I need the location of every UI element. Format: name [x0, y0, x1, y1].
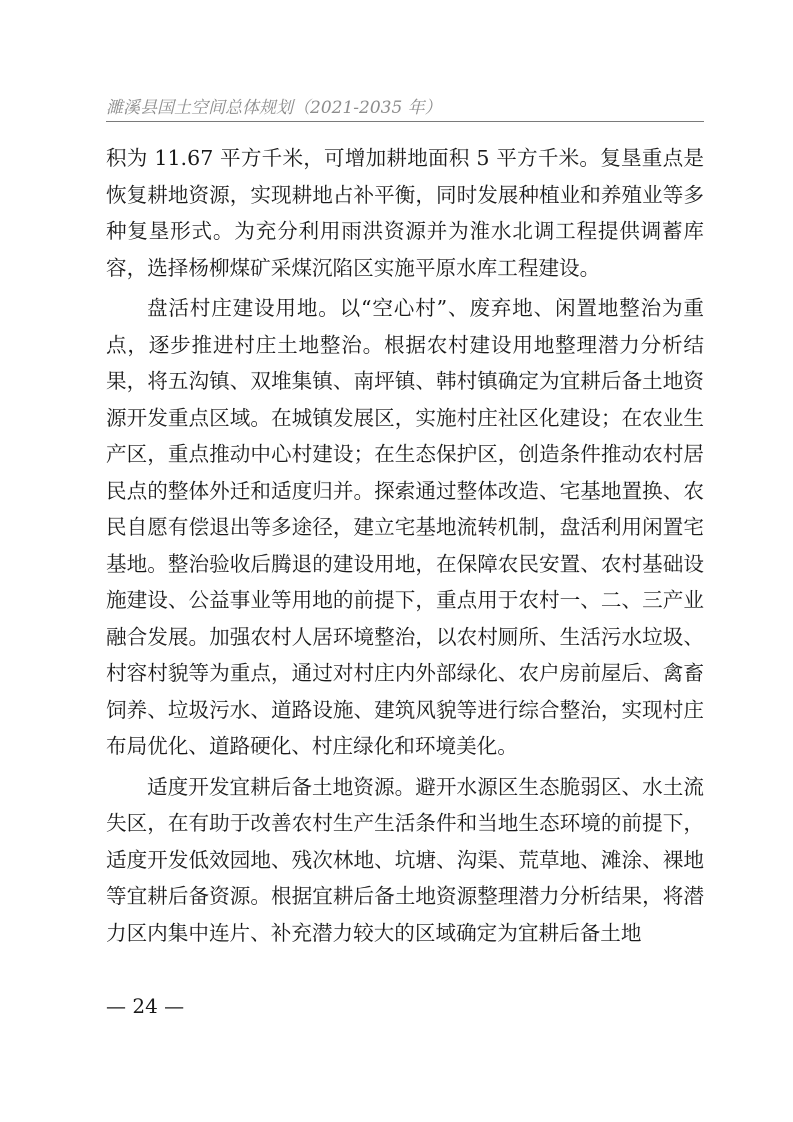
page-number: — 24 — [106, 994, 185, 1018]
running-header: 濉溪县国土空间总体规划（2021-2035 年） [106, 98, 442, 118]
paragraph-continuation: 积为 11.67 平方千米，可增加耕地面积 5 平方千米。复垦重点是恢复耕地资源，实现耕地占补平衡，同时发展种植业和养殖业等多种复垦形式。为充分利用雨洪资源并为淮水北调工程提供调蓄库容，选择杨柳煤矿采煤沉陷区实施平原水库工程建设。 [106, 146, 704, 280]
header-rule [106, 121, 704, 122]
paragraph-reserve-land: 适度开发宜耕后备土地资源。避开水源区生态脆弱区、水土流失区，在有助于改善农村生产生活条件和当地生态环境的前提下，适度开发低效园地、残次林地、坑塘、沟渠、荒草地、滩涂、裸地等宜耕后备资源。根据宜耕后备土地资源整理潜力分析结果，将潜力区内集中连片、补充潜力较大的区域确定为宜耕后备土地 [106, 774, 704, 945]
paragraph-village-land: 盘活村庄建设用地。以“空心村”、废弃地、闲置地整治为重点，逐步推进村庄土地整治。根据农村建设用地整理潜力分析结果，将五沟镇、双堆集镇、南坪镇、韩村镇确定为宜耕后备土地资源开发重点区域。在城镇发展区，实施村庄社区化建设；在农业生产区，重点推动中心村建设；在生态保护区，创造条件推动农村居民点的整体外迁和适度归并。探索通过整体改造、宅基地置换、农民自愿有偿退出等多途径，建立宅基地流转机制，盘活利用闲置宅基地。整治验收后腾退的建设用地，在保障农民安置、农村基础设施建设、公益事业等用地的前提下，重点用于农村一、二、三产业融合发展。加强农村人居环境整治，以农村厕所、生活污水垃圾、村容村貌等为重点，通过对村庄内外部绿化、农户房前屋后、禽畜饲养、垃圾污水、道路设施、建筑风貌等进行综合整治，实现村庄布局优化、道路硬化、村庄绿化和环境美化。 [106, 296, 704, 758]
document-body [106, 140, 704, 955]
